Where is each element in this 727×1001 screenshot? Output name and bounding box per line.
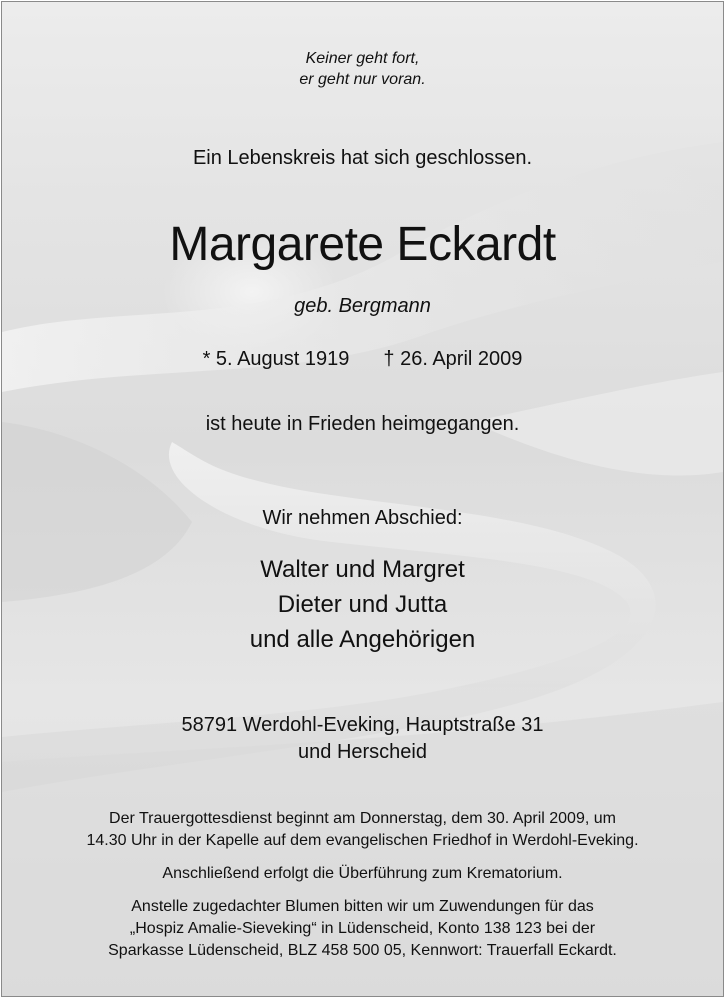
service-line-1: Der Trauergottesdienst beginnt am Donnerstag, dem 30. April 2009, um <box>109 810 616 827</box>
farewell-heading: Wir nehmen Abschied: <box>262 507 463 529</box>
transfer-text: Anschließend erfolgt die Überführung zum Krematorium. <box>162 865 563 882</box>
donation-line-1: Anstelle zugedachter Blumen bitten wir um Zuwendungen für das <box>131 898 594 915</box>
donation-line-2: „Hospiz Amalie-Sieveking“ in Lüdenscheid, Konto 138 123 bei der <box>129 920 596 937</box>
mourner-line: und alle Angehörigen <box>249 626 476 653</box>
life-dates <box>2 348 723 371</box>
birth-date: * 5. August 1919 <box>202 348 350 370</box>
mourner-line: Walter und Margret <box>260 556 465 583</box>
address-line-2: und Herscheid <box>298 741 427 763</box>
obituary-notice <box>1 1 724 997</box>
address-line-1: 58791 Werdohl-Eveking, Hauptstraße 31 <box>181 714 544 736</box>
intro-text: Ein Lebenskreis hat sich geschlossen. <box>192 147 533 169</box>
service-line-2: 14.30 Uhr in der Kapelle auf dem evangelischen Friedhof in Werdohl-Eveking. <box>86 832 639 849</box>
motto-line-1: Keiner geht fort, <box>305 50 420 67</box>
passing-text: ist heute in Frieden heimgegangen. <box>205 413 520 435</box>
mourner-line: Dieter und Jutta <box>277 591 448 618</box>
motto-line-2: er geht nur voran. <box>299 71 426 88</box>
maiden-name: geb. Bergmann <box>294 295 431 317</box>
deceased-name: Margarete Eckardt <box>169 218 556 271</box>
donation-line-3: Sparkasse Lüdenscheid, BLZ 458 500 05, Kennwort: Trauerfall Eckardt. <box>108 942 617 959</box>
death-date: † 26. April 2009 <box>383 348 523 370</box>
